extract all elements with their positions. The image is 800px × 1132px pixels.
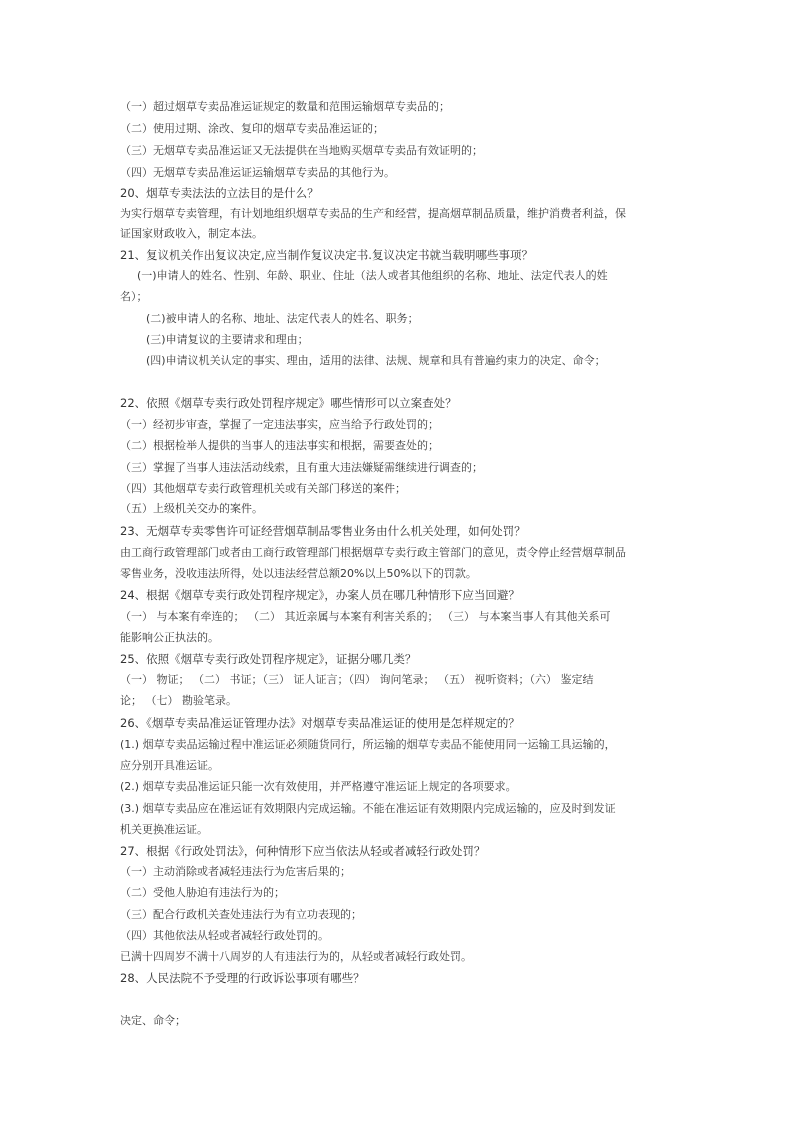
question-22: 22、依照《烟草专卖行政处罚程序规定》哪些情形可以立案查处？ xyxy=(120,396,457,410)
text-line: (3.) 烟草专卖品应在准运证有效期限内完成运输。不能在准运证有效期限内完成运输的，应及时到发证 xyxy=(120,802,616,815)
text-line: （二）使用过期、涂改、复印的烟草专卖品准运证的； xyxy=(120,122,384,135)
question-26: 26、《烟草专卖品准运证管理办法》对烟草专卖品准运证的使用是怎样规定的？ xyxy=(120,716,520,730)
text-line: (一)申请人的姓名、性别、年龄、职业、住址（法人或者其他组织的名称、地址、法定代表人的姓 xyxy=(137,269,608,282)
text-line: (二)被申请人的名称、地址、法定代表人的姓名、职务； xyxy=(146,312,419,325)
text-line: （二）受他人胁迫有违法行为的； xyxy=(120,886,285,899)
text-line: （二）根据检举人提供的当事人的违法事实和根据，需要查处的； xyxy=(120,439,439,452)
text-line: （一） 与本案有牵连的； （二） 其近亲属与本案有利害关系的； （三） 与本案当事人有其他关系可 xyxy=(120,610,611,623)
text-line: 决定、命令； xyxy=(120,1014,186,1027)
text-line: （五）上级机关交办的案件。 xyxy=(120,502,263,515)
text-line: （一）主动消除或者减轻违法行为危害后果的； xyxy=(120,865,351,878)
text-line: (1.) 烟草专卖品运输过程中准运证必须随货同行，所运输的烟草专卖品不能使用同一运输工具运输的， xyxy=(120,738,616,751)
text-line: （一）超过烟草专卖品准运证规定的数量和范围运输烟草专卖品的； xyxy=(120,100,450,113)
text-line: （三）配合行政机关查处违法行为有立功表现的； xyxy=(120,908,362,921)
text-line: （三）掌握了当事人违法活动线索，且有重大违法嫌疑需继续进行调查的； xyxy=(120,461,483,474)
text-line: (三)申请复议的主要请求和理由； xyxy=(146,333,309,346)
text-line: 论； （七） 勘验笔录。 xyxy=(120,694,237,707)
text-line: （一）经初步审查，掌握了一定违法事实，应当给予行政处罚的； xyxy=(120,418,439,431)
text-line: 机关更换准运证。 xyxy=(120,823,208,836)
text-line: (四)申请议机关认定的事实、理由，适用的法律、法规、规章和具有普遍约束力的决定、命令； xyxy=(146,354,606,367)
text-line: 由工商行政管理部门或者由工商行政管理部门根据烟草专卖行政主管部门的意见，责令停止经营烟草制品 xyxy=(120,546,626,559)
text-line: （四）无烟草专卖品准运证运输烟草专卖品的其他行为。 xyxy=(120,166,395,179)
question-20: 20、烟草专卖法法的立法目的是什么？ xyxy=(120,186,319,200)
text-line: （一） 物证； （二） 书证；（三） 证人证言；（四） 询问笔录； （五） 视听资料；（六） 鉴定结 xyxy=(120,673,594,686)
text-line: (2.) 烟草专卖品准运证只能一次有效使用，并严格遵守准运证上规定的各项要求。 xyxy=(120,780,517,793)
text-line: （三）无烟草专卖品准运证又无法提供在当地购买烟草专卖品有效证明的； xyxy=(120,144,483,157)
text-line: （四）其他烟草专卖行政管理机关或有关部门移送的案件； xyxy=(120,482,406,495)
question-27: 27、根据《行政处罚法》，何种情形下应当依法从轻或者减轻行政处罚？ xyxy=(120,844,486,858)
text-line: 应分别开具准运证。 xyxy=(120,759,219,772)
question-25: 25、依照《烟草专卖行政处罚程序规定》，证据分哪几类？ xyxy=(120,652,417,666)
text-line: 证国家财政收入，制定本法。 xyxy=(120,227,263,240)
question-23: 23、无烟草专卖零售许可证经营烟草制品零售业务由什么机关处理，如何处罚？ xyxy=(120,524,526,538)
question-21: 21、复议机关作出复议决定,应当制作复议决定书.复议决定书就当载明哪些事项？ xyxy=(120,248,533,262)
text-line: 能影响公正执法的。 xyxy=(120,631,219,644)
text-line: 为实行烟草专卖管理，有计划地组织烟草专卖品的生产和经营，提高烟草制品质量，维护消费者利益，保 xyxy=(120,207,626,220)
text-line: 已满十四周岁不满十八周岁的人有违法行为的，从轻或者减轻行政处罚。 xyxy=(120,950,472,963)
text-line: （四）其他依法从轻或者减轻行政处罚的。 xyxy=(120,929,329,942)
question-28: 28、人民法院不予受理的行政诉讼事项有哪些？ xyxy=(120,971,365,985)
text-line: 名）； xyxy=(120,290,148,303)
text-line: 零售业务，没收违法所得，处以违法经营总额20%以上50%以下的罚款。 xyxy=(120,567,477,580)
question-24: 24、根据《烟草专卖行政处罚程序规定》，办案人员在哪几种情形下应当回避？ xyxy=(120,588,520,602)
